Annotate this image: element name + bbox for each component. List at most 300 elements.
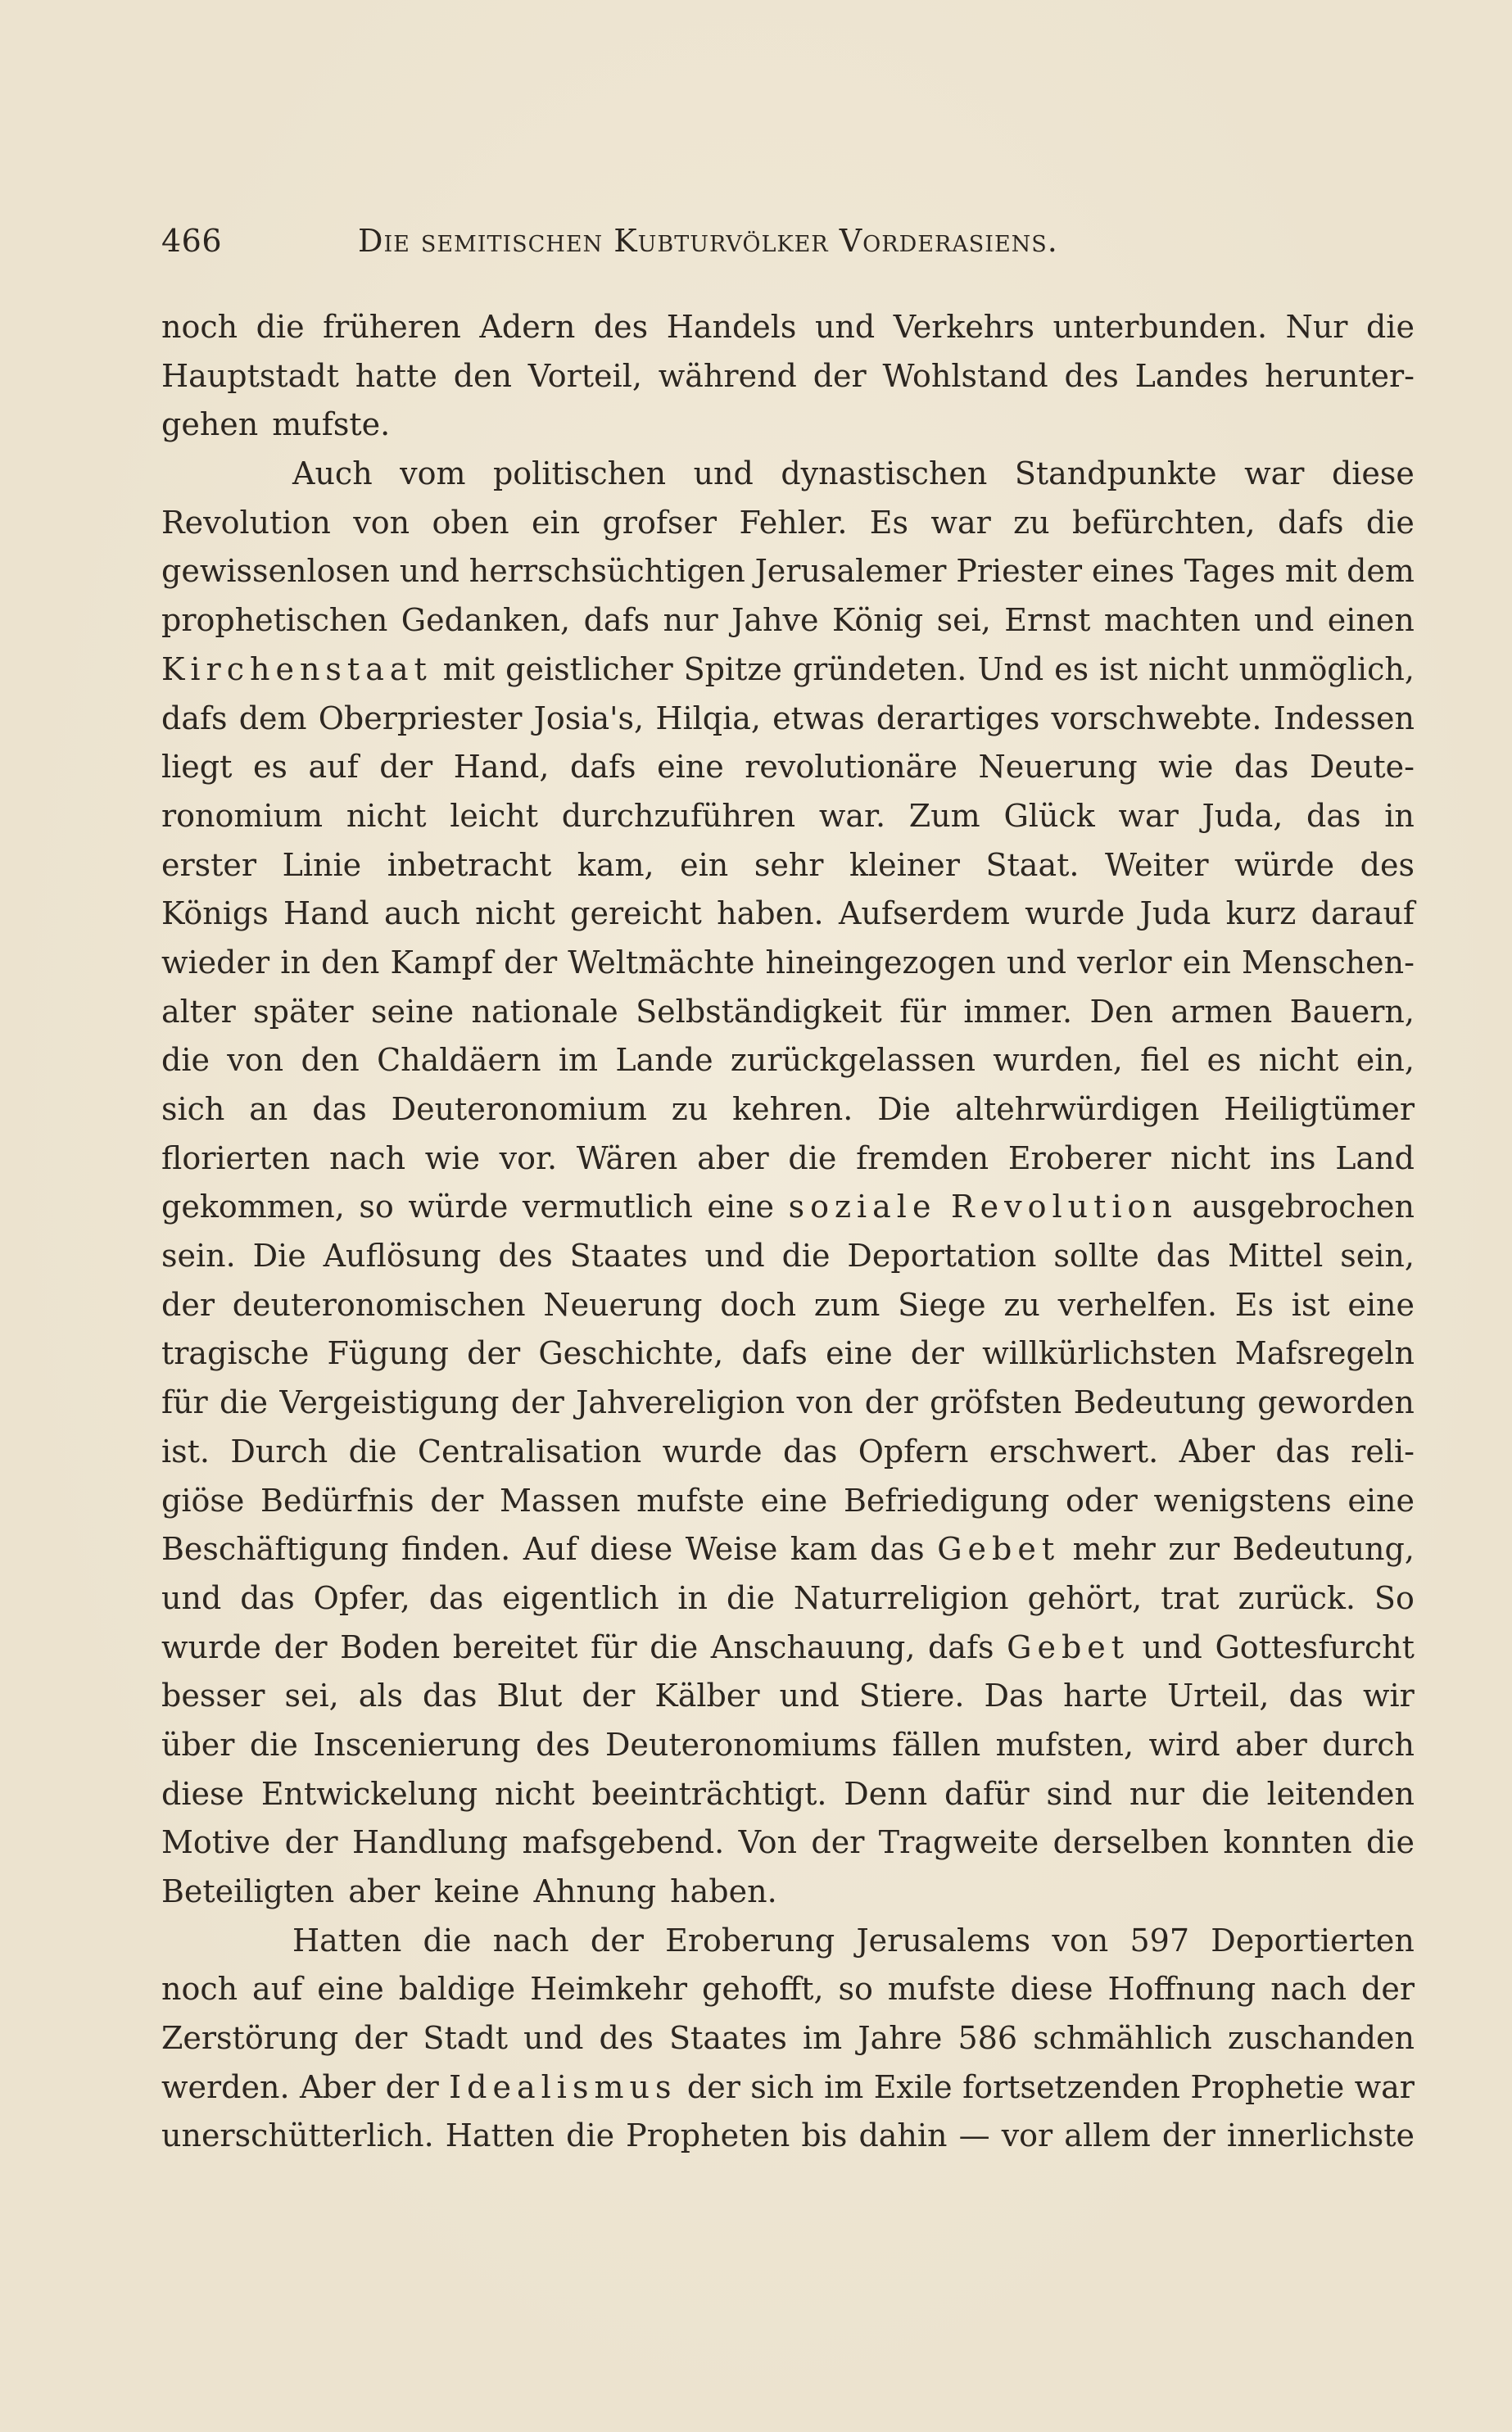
word: Von [738, 1824, 797, 1861]
word: dem [238, 700, 307, 736]
word: gröfsten [930, 1384, 1062, 1421]
text-line [161, 547, 1415, 596]
word: Revolution [951, 1189, 1178, 1225]
word: der [161, 1286, 215, 1323]
word: nach [492, 1922, 569, 1959]
word: befürchten, [1072, 504, 1256, 541]
word: das [1306, 797, 1361, 834]
word: und [814, 309, 876, 345]
word: finden. [401, 1531, 511, 1568]
word: tragische [161, 1335, 310, 1372]
word: eine [657, 749, 724, 786]
word: vorschwebte. [1051, 700, 1262, 736]
word: mufste [636, 1482, 745, 1519]
word: eine [1347, 1286, 1415, 1323]
word: und [1254, 602, 1315, 639]
word: florierten [161, 1139, 310, 1176]
word: in [677, 1579, 708, 1616]
word: der [1161, 2117, 1215, 2154]
word: Heiligtümer [1224, 1091, 1415, 1127]
text-line [161, 2014, 1415, 2063]
word: Lande [615, 1042, 713, 1079]
word: kehren. [732, 1091, 853, 1127]
word: und [1142, 1628, 1202, 1665]
word: Eroberung [665, 1922, 835, 1959]
word: Staates [669, 2020, 787, 2057]
word: Opfer, [313, 1579, 410, 1616]
word: es [1054, 650, 1089, 687]
word: der [910, 1335, 964, 1372]
word: im [558, 1042, 599, 1079]
word: Indessen [1273, 700, 1415, 736]
word: Linie [282, 846, 362, 883]
word: keine [433, 1873, 520, 1909]
word: gereicht [570, 895, 702, 932]
text-line [161, 939, 1415, 988]
word: in [1384, 797, 1415, 834]
text-line [161, 1917, 1415, 1966]
word: Das [984, 1678, 1044, 1714]
word: wurde [1025, 895, 1125, 932]
word: nicht [1170, 1139, 1251, 1176]
word: so [359, 1189, 394, 1225]
text-line [161, 1624, 1415, 1673]
word: eine [317, 1971, 384, 2008]
word: einen [1327, 602, 1415, 639]
word: ein, [1356, 1042, 1415, 1079]
word: nur [663, 602, 718, 639]
word: leitenden [1266, 1775, 1415, 1812]
word: Aufserdem [838, 895, 1010, 932]
word: der [504, 944, 558, 980]
word: erschwert. [989, 1433, 1159, 1470]
word: Heimkehr [530, 1971, 688, 2008]
word: sind [1046, 1775, 1112, 1812]
word: aber [697, 1139, 769, 1176]
word: die [788, 1139, 837, 1176]
word: an [249, 1091, 288, 1127]
word: sein. [161, 1238, 236, 1275]
text-line [161, 841, 1415, 890]
word: Hauptstadt [161, 357, 339, 394]
word: Entwickelung [260, 1775, 478, 1812]
word: sei, [936, 602, 991, 639]
word: derselben [1053, 1824, 1210, 1861]
word: es [252, 749, 287, 786]
word: das [870, 1531, 925, 1568]
word: der [467, 1335, 521, 1372]
word: dafs [161, 700, 228, 736]
word: ist [1291, 1286, 1330, 1323]
word: Zerstörung [161, 2020, 339, 2057]
word: Aber [299, 2068, 376, 2105]
word: dynastischen [781, 455, 988, 492]
word: Jerusalemer [754, 553, 947, 590]
word: zu [671, 1091, 708, 1127]
word: gehen [161, 406, 259, 443]
word: die [650, 1628, 699, 1665]
word: die [220, 1384, 269, 1421]
word: der [379, 749, 433, 786]
word: Handlung [352, 1824, 509, 1861]
word: der [385, 2068, 439, 2105]
word: wir [1362, 1678, 1415, 1714]
word: Weiter [1105, 846, 1209, 883]
word: die [249, 1726, 298, 1763]
word: Josia's, [533, 700, 645, 736]
word: diese [1331, 455, 1415, 492]
word: Verkehrs [893, 309, 1035, 345]
word: das [423, 1678, 478, 1714]
word: des [599, 2020, 654, 2057]
word: ausgebrochen [1192, 1189, 1415, 1225]
word: die [781, 1238, 831, 1275]
word: Tragweite [878, 1824, 1039, 1861]
word: Königs [161, 895, 269, 932]
word: ist. [161, 1433, 211, 1470]
word: armen [1170, 993, 1273, 1030]
word: alter [161, 993, 236, 1030]
text-line [161, 2063, 1415, 2113]
word: durch [1322, 1726, 1415, 1763]
running-head [161, 223, 1359, 264]
word: wie [1158, 749, 1214, 786]
word: das [782, 1433, 838, 1470]
word: harte [1063, 1678, 1148, 1714]
word: Priester [956, 553, 1083, 590]
word: nicht [495, 1775, 575, 1812]
word: Inscenierung [313, 1726, 521, 1763]
word: fällen [892, 1726, 981, 1763]
word: hatte [355, 357, 437, 394]
word: und [161, 1579, 222, 1616]
word: wie [424, 1139, 480, 1176]
word: ist [1099, 650, 1139, 687]
word: war [930, 504, 991, 541]
word: kurz [1225, 895, 1297, 932]
text-line [161, 2112, 1415, 2161]
word: Aber [1179, 1433, 1255, 1470]
word: Anschauung, [710, 1628, 916, 1665]
word: durchzuführen [561, 797, 796, 834]
word: derartiges [876, 700, 1040, 736]
word: Beschäftigung [161, 1531, 389, 1568]
word: Blut [496, 1678, 563, 1714]
word: die [1365, 504, 1415, 541]
word: Jahre [858, 2020, 943, 2057]
word: Motive [161, 1824, 271, 1861]
word: Die [252, 1238, 306, 1275]
word: eines [1091, 553, 1175, 590]
word: die [161, 1042, 210, 1079]
word: Prophetie [1190, 2068, 1345, 2105]
word: das [312, 1091, 367, 1127]
word: Spitze [683, 650, 782, 687]
word: Durch [230, 1433, 328, 1470]
text-line [161, 1818, 1415, 1868]
word: trat [1161, 1579, 1220, 1616]
text-line [161, 1329, 1415, 1379]
word: aber [348, 1873, 420, 1909]
word: Eroberer [1007, 1139, 1152, 1176]
word: deuteronomischen [232, 1286, 526, 1323]
word: das [1288, 1678, 1343, 1714]
text-line [161, 401, 1415, 450]
word: diese [161, 1775, 244, 1812]
word: früheren [323, 309, 461, 345]
word: Kirchenstaat [161, 650, 432, 687]
word: Gedanken, [401, 602, 571, 639]
word: Jahvereligion [576, 1384, 785, 1421]
word: der [284, 1824, 338, 1861]
word: und [523, 2020, 584, 2057]
word: Zum [908, 797, 980, 834]
text-line [161, 1232, 1415, 1281]
word: Deportation [847, 1238, 1037, 1275]
word: der [430, 1482, 484, 1519]
word: nicht [346, 797, 427, 834]
word: Handels [666, 309, 797, 345]
word: der [686, 2068, 740, 2105]
word: war [1244, 455, 1305, 492]
word: nicht [475, 895, 555, 932]
word: Mafsregeln [1234, 1335, 1415, 1372]
word: oben [432, 504, 509, 541]
word: eine [707, 1189, 775, 1225]
word: Adern [479, 309, 576, 345]
word: für [899, 993, 946, 1030]
body-text [161, 303, 1415, 2161]
word: verlor [1077, 944, 1172, 980]
word: vom [400, 455, 466, 492]
word: schmählich [1033, 2020, 1212, 2057]
word: und [1006, 944, 1067, 980]
word: nur [1129, 1775, 1184, 1812]
word: Propheten [626, 2117, 790, 2154]
word: zu [1003, 1286, 1040, 1323]
word: Stadt [423, 2020, 508, 2057]
word: im [803, 2020, 843, 2057]
word: Bedeutung, [1232, 1531, 1415, 1568]
word: von [227, 1042, 284, 1079]
word: Kälber [654, 1678, 760, 1714]
word: später [253, 993, 354, 1030]
word: nicht [1148, 650, 1229, 687]
word: Idealismus [449, 2068, 677, 2105]
word: Tages [1184, 553, 1276, 590]
word: Bedeutung [1073, 1384, 1246, 1421]
word: dafs [1278, 504, 1344, 541]
text-line [161, 645, 1415, 695]
word: baldige [398, 1971, 516, 2008]
word: mehr [1072, 1531, 1156, 1568]
word: Weise [685, 1531, 778, 1568]
word: eigentlich [502, 1579, 659, 1616]
text-line [161, 1085, 1415, 1134]
word: innerlichste [1226, 2117, 1415, 2154]
word: Wären [576, 1139, 678, 1176]
word: die [1201, 1775, 1250, 1812]
word: Auf [523, 1531, 577, 1568]
word: gewissenlosen [161, 553, 390, 590]
word: gehört, [1027, 1579, 1143, 1616]
word: Deuteronomiums [604, 1726, 877, 1763]
word: politischen [492, 455, 667, 492]
word: mafsgebend. [522, 1824, 725, 1861]
word: liegt [161, 749, 233, 786]
word: Exile [873, 2068, 953, 2105]
word: Hatten [292, 1922, 402, 1959]
word: Landes [1134, 357, 1249, 394]
word: vor [1001, 2117, 1053, 2154]
text-line [161, 1281, 1415, 1330]
text-line [161, 1721, 1415, 1770]
word: ein [1182, 944, 1231, 980]
word: haben. [717, 895, 824, 932]
text-line [161, 1574, 1415, 1624]
word: Die [877, 1091, 931, 1127]
word: von [796, 1384, 853, 1421]
word: allem [1064, 2117, 1151, 2154]
text-line [161, 1183, 1415, 1232]
word: Neuerung [978, 749, 1138, 786]
word: den [321, 944, 380, 980]
word: Hand, [453, 749, 550, 786]
word: Denn [844, 1775, 928, 1812]
word: Wohlstand [882, 357, 1048, 394]
word: mufste. [272, 406, 391, 443]
word: der [1361, 1971, 1415, 2008]
word: und [704, 1238, 765, 1275]
text-line [161, 303, 1415, 352]
word: die [1365, 1824, 1415, 1861]
running-title: Die semitischen Kubturvölker Vorderasiens. [358, 223, 1058, 259]
word: das [428, 1579, 484, 1616]
word: in [280, 944, 310, 980]
word: zur [1168, 1531, 1220, 1568]
word: wieder [161, 944, 270, 980]
word: das [1156, 1238, 1211, 1275]
word: der [510, 1384, 564, 1421]
word: prophetischen [161, 602, 388, 639]
word: seine [370, 993, 455, 1030]
word: zurückgelassen [730, 1042, 976, 1079]
word: Opfern [858, 1433, 969, 1470]
text-line [161, 1525, 1415, 1574]
word: den [453, 357, 512, 394]
word: die [566, 2117, 615, 2154]
word: der [864, 1384, 918, 1421]
word: Revolution [161, 504, 331, 541]
word: Land [1335, 1139, 1415, 1176]
word: nach [329, 1139, 406, 1176]
word: die [423, 1922, 472, 1959]
word: würde [1234, 846, 1335, 883]
word: der [590, 1922, 644, 1959]
word: im [824, 2068, 864, 2105]
word: als [358, 1678, 404, 1714]
text-line [161, 1965, 1415, 2014]
word: wird [1148, 1726, 1220, 1763]
word: kam, [577, 846, 654, 883]
word: Boden [340, 1628, 441, 1665]
word: Ahnung [533, 1873, 657, 1909]
word: war [1354, 2068, 1415, 2105]
word: der [811, 1824, 865, 1861]
word: Selbständigkeit [636, 993, 882, 1030]
word: zu [1013, 504, 1050, 541]
word: Chaldäern [377, 1042, 541, 1079]
word: unterbunden. [1053, 309, 1268, 345]
word: reli- [1351, 1433, 1415, 1470]
text-line [161, 1477, 1415, 1526]
word: sei, [284, 1678, 339, 1714]
word: dem [1347, 553, 1415, 590]
word: So [1374, 1579, 1415, 1616]
word: Es [1234, 1286, 1274, 1323]
word: noch [161, 1971, 238, 2008]
word: auch [383, 895, 460, 932]
word: haben. [670, 1873, 777, 1909]
word: die [726, 1579, 775, 1616]
word: willkürlichsten [982, 1335, 1217, 1372]
word: mufste [887, 1971, 996, 2008]
text-line [161, 450, 1415, 499]
word: revolutionäre [745, 749, 957, 786]
word: beeinträchtigt. [591, 1775, 827, 1812]
word: dafür [944, 1775, 1030, 1812]
word: mit [442, 650, 496, 687]
word: der [354, 2020, 408, 2057]
word: nationale [471, 993, 618, 1030]
word: den [301, 1042, 360, 1079]
text-line [161, 1672, 1415, 1721]
word: oder [1065, 1482, 1138, 1519]
word: Gebet [937, 1531, 1061, 1568]
word: eine [760, 1482, 828, 1519]
word: war. [818, 797, 886, 834]
word: Deute- [1309, 749, 1415, 786]
word: — [958, 2117, 990, 2154]
word: Staates [569, 1238, 688, 1275]
word: des [1360, 846, 1415, 883]
word: zum [813, 1286, 880, 1323]
word: sein, [1340, 1238, 1415, 1275]
word: vermutlich [522, 1189, 693, 1225]
word: ein [680, 846, 729, 883]
word: Hoffnung [1107, 1971, 1256, 2008]
word: Es [869, 504, 909, 541]
word: mufsten, [995, 1726, 1134, 1763]
word: das [1234, 749, 1289, 786]
word: Menschen- [1241, 944, 1415, 980]
word: geistlicher [505, 650, 673, 687]
word: und [779, 1678, 840, 1714]
word: Urteil, [1167, 1678, 1270, 1714]
word: dafs [927, 1628, 994, 1665]
text-line [161, 1379, 1415, 1428]
word: darauf [1311, 895, 1415, 932]
word: Bauern, [1289, 993, 1415, 1030]
word: dahin [858, 2117, 948, 2154]
word: dafs [583, 602, 650, 639]
word: sich [750, 2068, 814, 2105]
word: Auflösung [323, 1238, 482, 1275]
word: geworden [1257, 1384, 1415, 1421]
word: herrschsüchtigen [469, 553, 745, 590]
word: Massen [499, 1482, 621, 1519]
word: Standpunkte [1014, 455, 1217, 492]
